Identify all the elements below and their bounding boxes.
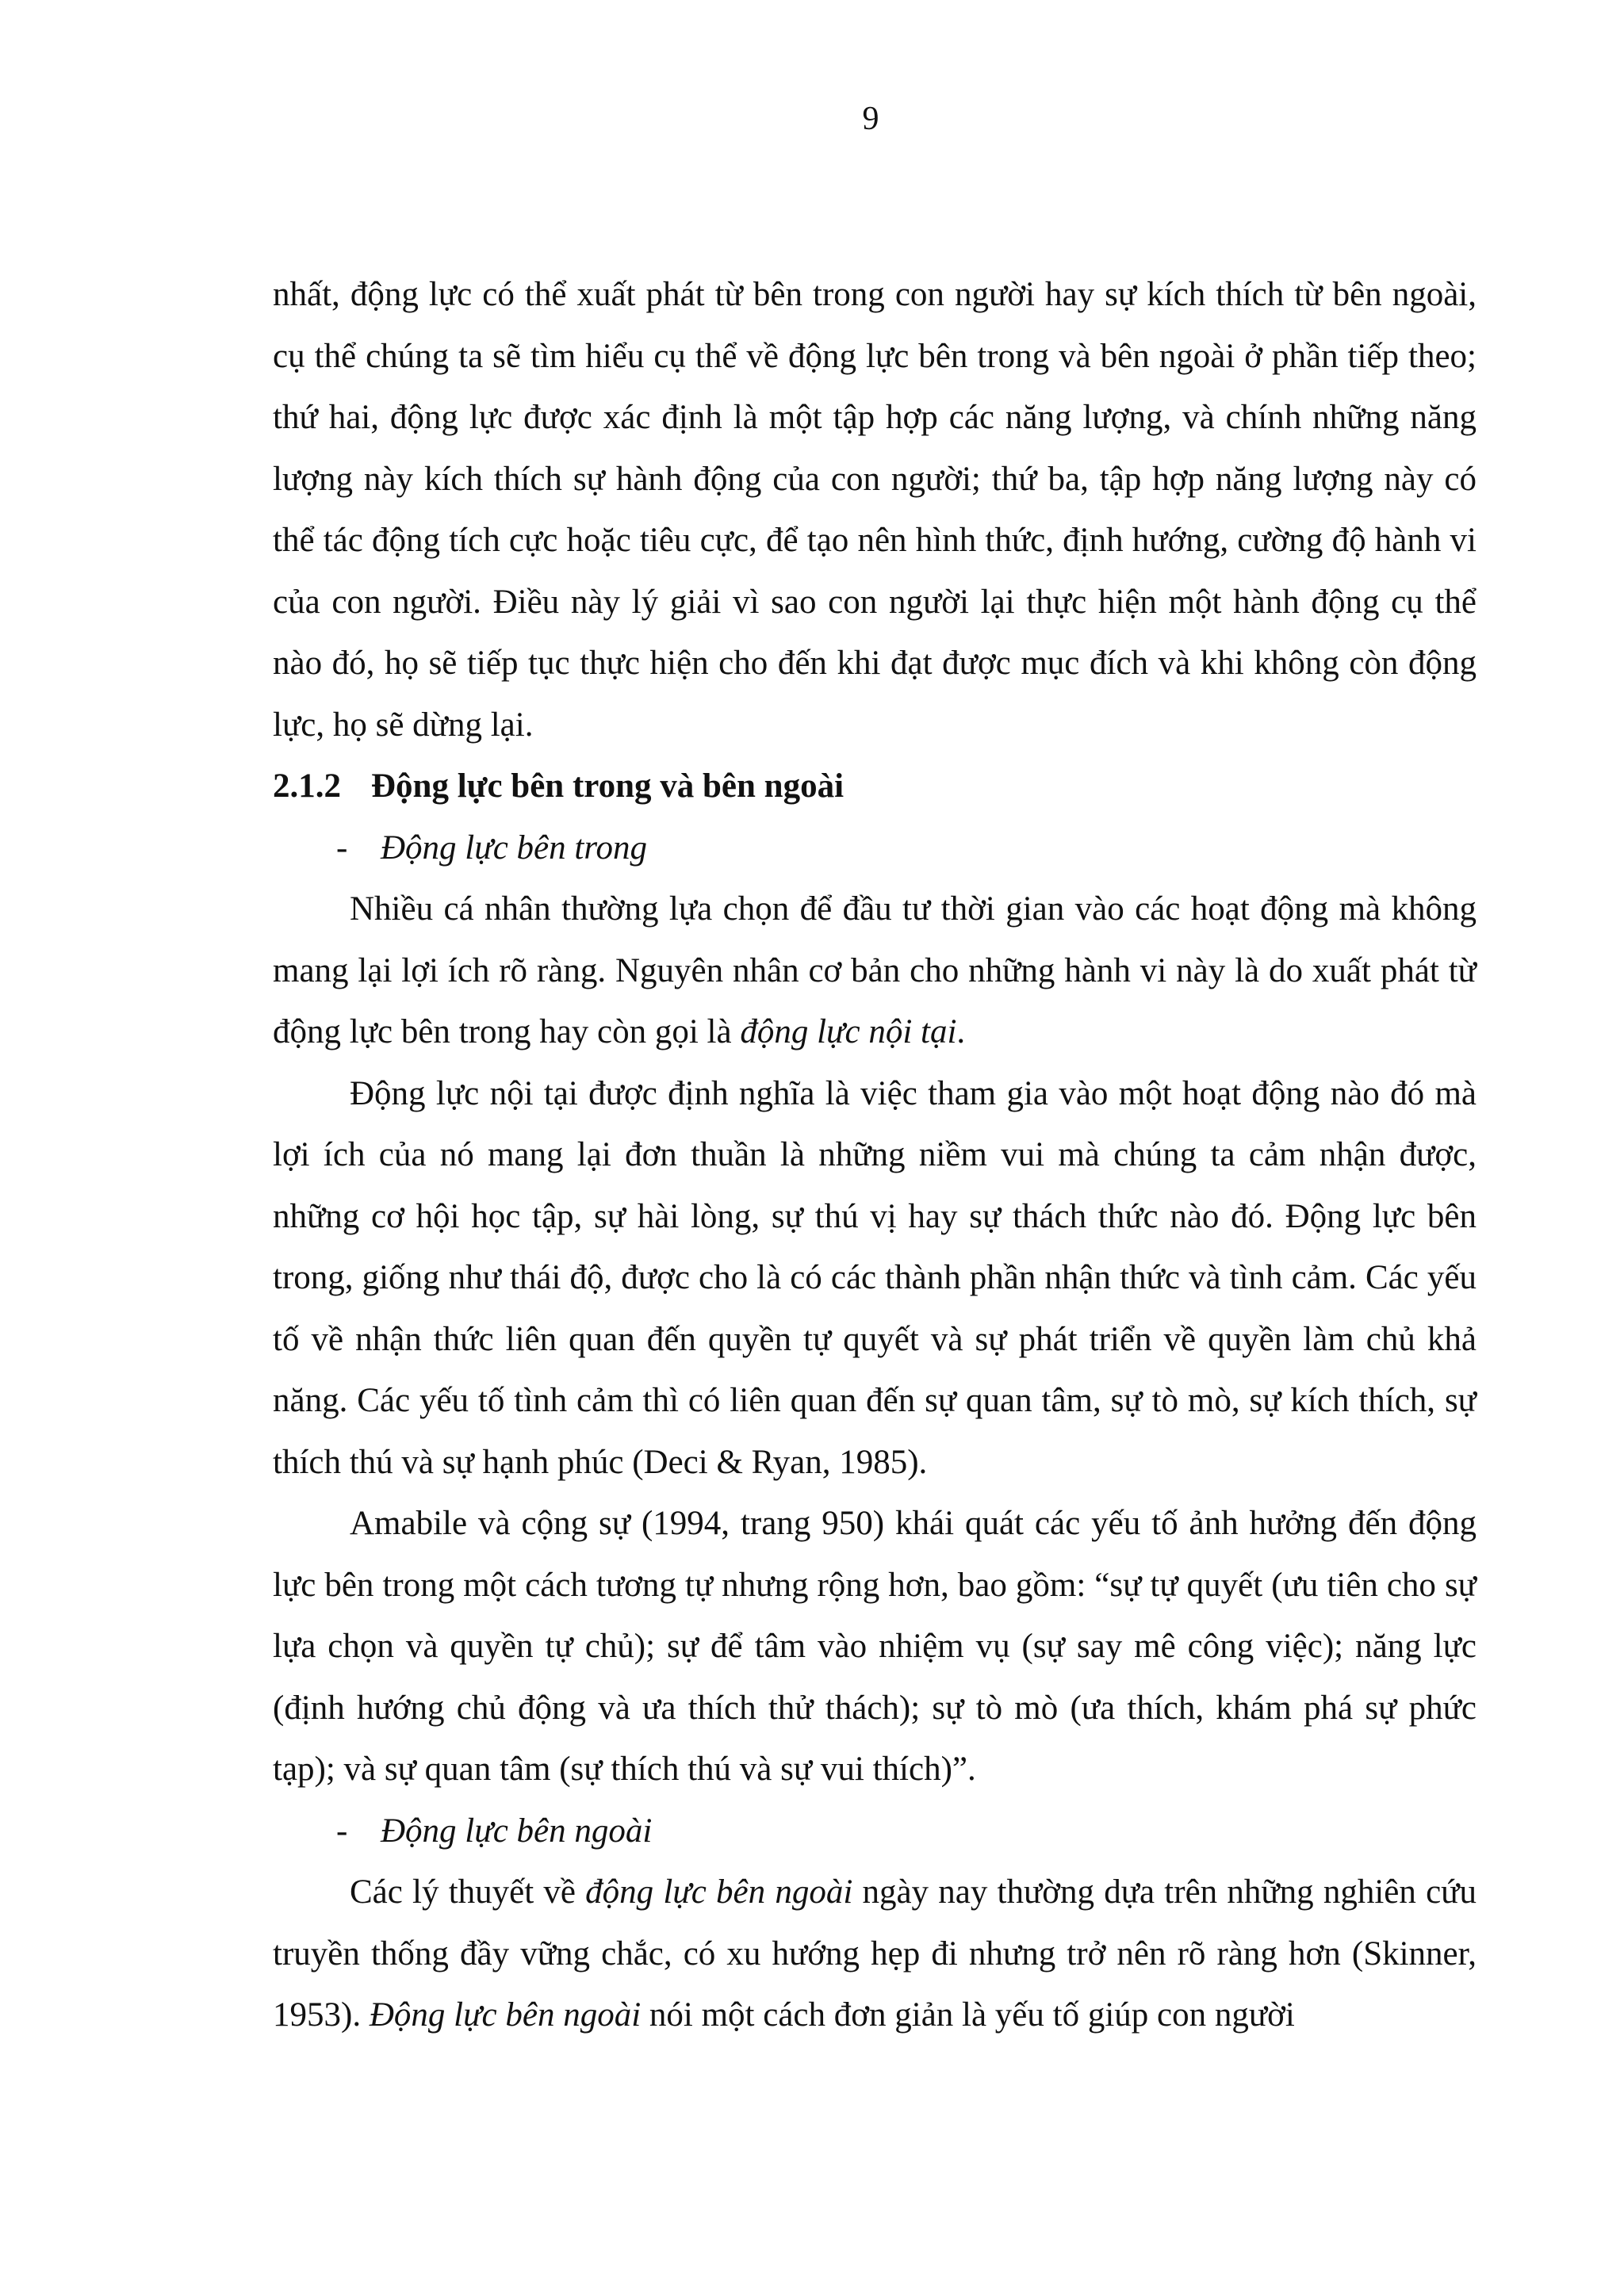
bullet-extrinsic-label: Động lực bên ngoài: [381, 1812, 653, 1850]
paragraph-intrinsic-1-end: .: [956, 1013, 966, 1050]
paragraph-extrinsic-1-c: nói một cách đơn giản là yếu tố giúp con người: [641, 1996, 1295, 2034]
section-number: 2.1.2: [273, 767, 341, 805]
paragraph-intrinsic-1: [273, 878, 1477, 1063]
paragraph-intrinsic-3: Amabile và cộng sự (1994, trang 950) khái quát các yếu tố ảnh hưởng đến động lực bên trong một cách tương tự nhưng rộng hơn, bao gồm: “sự tự quyết (ưu tiên cho sự lựa chọn và quyền tự chủ); sự để tâm vào nhiệm vụ (sự say mê công việc); năng lực (định hướng chủ động và ưa thích thử thách); sự tò mò (ưa thích, khám phá sự phức tạp); và sự quan tâm (sự thích thú và sự vui thích)”.: [273, 1505, 1477, 1788]
paragraph-intrinsic-2: Động lực nội tại được định nghĩa là việc tham gia vào một hoạt động nào đó mà lợi ích của nó mang lại đơn thuần là những niềm vui mà chúng ta cảm nhận được, những cơ hội học tập, sự hài lòng, sự thú vị hay sự thách thức nào đó. Động lực bên trong, giống như thái độ, được cho là có các thành phần nhận thức và tình cảm. Các yếu tố về nhận thức liên quan đến quyền tự quyết và sự phát triển về quyền làm chủ khả năng. Các yếu tố tình cảm thì có liên quan đến sự quan tâm, sự tò mò, sự kích thích, sự thích thú và sự hạnh phúc (Deci & Ryan, 1985).: [273, 1074, 1477, 1481]
term-extrinsic-motivation-2: Động lực bên ngoài: [369, 1996, 642, 2034]
paragraph-extrinsic-1-b: ngày nay thường dựa trên những nghiên cứu truyền thống đầy vững chắc, có xu hướng hẹp đi nhưng trở nên rõ ràng hơn (Skinner, 1953).: [273, 1873, 1477, 2034]
page-number: 9: [862, 101, 879, 137]
bullet-intrinsic-label: Động lực bên trong: [381, 828, 647, 867]
bullet-dash: -: [336, 828, 348, 867]
term-intrinsic-motivation: động lực nội tại: [740, 1013, 957, 1050]
paragraph-extrinsic-1: [273, 1862, 1477, 2046]
section-title: Động lực bên trong và bên ngoài: [371, 767, 845, 805]
bullet-dash: -: [336, 1812, 348, 1850]
bullet-extrinsic: [273, 1800, 1477, 1862]
document-body: [273, 264, 1477, 2046]
section-heading: [273, 756, 1477, 817]
bullet-intrinsic: [273, 817, 1477, 879]
term-extrinsic-motivation: động lực bên ngoài: [585, 1873, 853, 1911]
paragraph-extrinsic-1-a: Các lý thuyết về: [350, 1873, 586, 1911]
paragraph-continuation: nhất, động lực có thể xuất phát từ bên trong con người hay sự kích thích từ bên ngoài, cụ thể chúng ta sẽ tìm hiểu cụ thể về động lực bên trong và bên ngoài ở phần tiếp theo; thứ hai, động lực được xác định là một tập hợp các năng lượng, và chính những năng lượng này kích thích sự hành động của con người; thứ ba, tập hợp năng lượng này có thể tác động tích cực hoặc tiêu cực, để tạo nên hình thức, định hướng, cường độ hành vi của con người. Điều này lý giải vì sao con người lại thực hiện một hành động cụ thể nào đó, họ sẽ tiếp tục thực hiện cho đến khi đạt được mục đích và khi không còn động lực, họ sẽ dừng lại.: [273, 276, 1477, 744]
paragraph-intrinsic-1-text: Nhiều cá nhân thường lựa chọn để đầu tư thời gian vào các hoạt động mà không mang lại lợi ích rõ ràng. Nguyên nhân cơ bản cho những hành vi này là do xuất phát từ động lực bên trong hay còn gọi là: [273, 890, 1477, 1050]
